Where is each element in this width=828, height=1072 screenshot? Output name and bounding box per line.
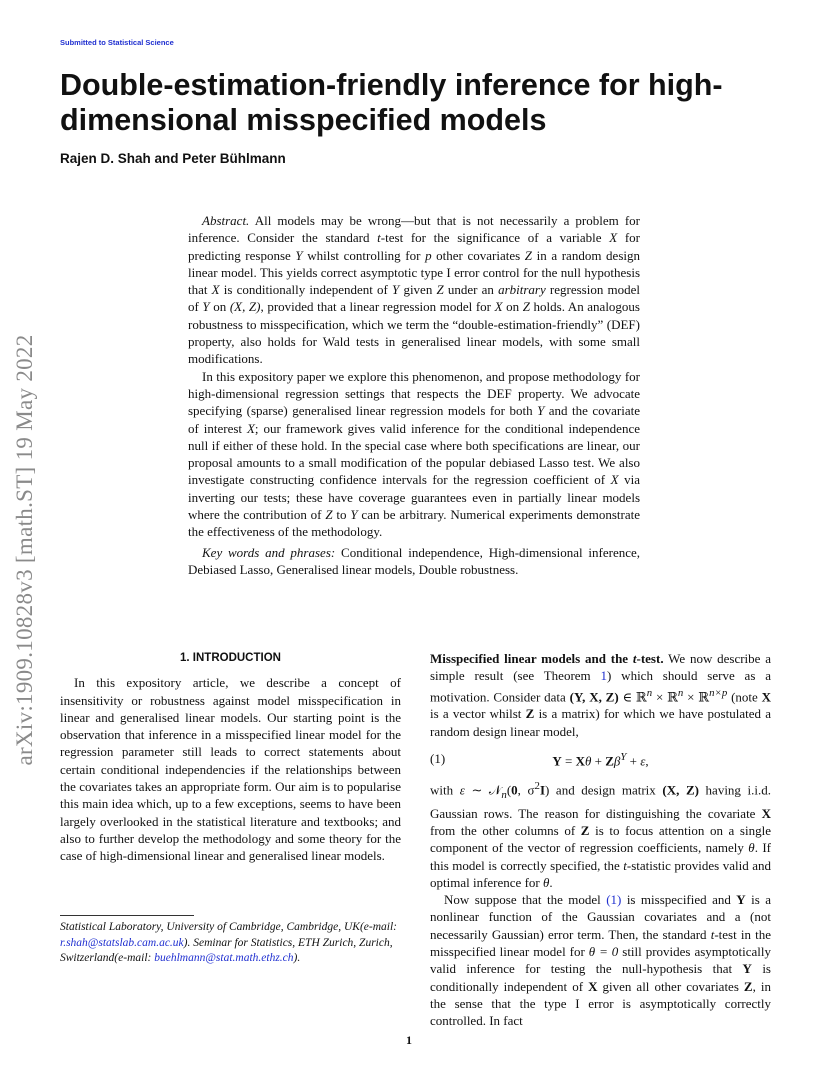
right-paragraph-3: Now suppose that the model (1) is misspecified and Y is a nonlinear function of the Gaussian covariates and a (not necessarily Gaussian) error term. Then, the standard t-test in the misspecified linear model for θ = 0 still provides asymptotically valid inference for testing the null-hypothesis that Y is conditionally independent of X given all other covariates Z, in the sense that the type I error is asymptotically correctly controlled. In fact <box>430 892 771 1029</box>
equation-1 <box>430 749 771 770</box>
equation-link[interactable]: (1) <box>606 892 622 908</box>
arxiv-identifier[interactable]: arXiv:1909.10828v3 [math.ST] 19 May 2022 <box>12 334 37 766</box>
abstract-paragraph-1: Abstract. All models may be wrong—but that is not necessarily a problem for inference. Consider the standard t-test for the significance of a variable X for predicting response Y whilst controlling for p other covariates Z in a random design linear model. This yields correct asymptotic type I error control for the null hypothesis that X is conditionally independent of Y given Z under an arbitrary regression model of Y on (X, Z), provided that a linear regression model for X on Z holds. An analogous robustness to misspecification, which we term the “double-estimation-friendly” (DEF) property, also holds for Wald tests in generalised linear models, with some small modifications. <box>188 213 641 367</box>
email-link-shah[interactable]: r.shah@statslab.cam.ac.uk <box>60 936 184 949</box>
abstract <box>188 212 640 578</box>
author-affiliation-footnote: Statistical Laboratory, University of Cambridge, Cambridge, UK(e-mail: r.shah@statslab.cam.ac.uk). Seminar for Statistics, ETH Zurich, Zurich, Switzerland(e-mail: buehlmann@stat.math.ethz.ch). <box>60 921 397 964</box>
equation-number: (1) <box>430 751 446 767</box>
abstract-paragraph-2: In this expository paper we explore this phenomenon, and propose methodology for high-dimensional regression settings that respects the DEF property. We advocate specifying (sparse) generalised linear regression models for both Y and the covariate of interest X; our framework gives valid inference for the conditional independence null if either of these hold. In the special case where both specifications are linear, our proposal amounts to a small modification of the popular debiased Lasso test. We also investigate constructing confidence intervals for the regression coefficient of X via inverting our tests; these have coverage guarantees even in partially linear models where the contribution of Z to Y can be arbitrary. Numerical experiments demonstrate the effectiveness of the methodology. <box>188 368 640 540</box>
arxiv-sidebar <box>1 334 49 766</box>
right-paragraph-2: with ε ∼ 𝒩$_n$(0, $\sigma^2I$) and design matrix (X, Z) having i.i.d. Gaussian rows. The reason for distinguishing the covariate X from the other columns of Z is to focus attention on a single component of the vector of regression coefficients, namely θ. If this model is correctly specified, the t-statistic provides valid and optimal inference for θ. <box>430 780 772 890</box>
left-column <box>60 650 401 865</box>
equation-body: $Y = X\theta + Z\beta^Y + \varepsilon$, <box>552 750 649 769</box>
footnote-divider <box>60 915 194 916</box>
page-number: 1 <box>406 1033 412 1047</box>
email-link-buhlmann[interactable]: buehlmann@stat.math.ethz.ch <box>154 952 294 964</box>
keywords: Key words and phrases: Conditional independence, High-dimensional inference, Debiased Lasso, Generalised linear models, Double robustness. <box>188 544 641 577</box>
section-heading-introduction: 1. INTRODUCTION <box>180 652 281 664</box>
intro-paragraph: In this expository article, we describe a concept of insensitivity or robustness against model misspecification in linear and generalised linear models. Our starting point is the observation that inference in a misspecified linear model for the regression parameter still leads to correct statements about certain conditional independencies if the relationships between the covariates takes an appropriate form. Our aim is to popularise this main idea which, up to a few exceptions, seems to have been largely overlooked in the statistical literature and textbooks; and also to further develop the methodology and some theory for the case of high-dimensional linear and generalised linear models. <box>60 675 401 864</box>
keywords-label: Key words and phrases: <box>202 544 336 560</box>
theorem-link[interactable]: 1 <box>600 668 608 684</box>
paper-title: Double-estimation-friendly inference for high-dimensional misspecified models <box>60 68 723 137</box>
right-paragraph-1: Misspecified linear models and the t-test. We now describe a simple result (see Theorem 1) which should serve as a motivation. Consider data (Y, X, Z) ∈ ℝ$^n$ × ℝ$^n$ × ℝ$^{n\times p}$ (note X is a vector whilst Z is a matrix) for which we have postulated a random design linear model, <box>430 651 772 739</box>
authors: Rajen D. Shah and Peter Bühlmann <box>60 151 286 166</box>
abstract-label: Abstract. <box>202 213 250 228</box>
paragraph-heading: Misspecified linear models and the t-test. <box>430 651 664 666</box>
right-column <box>430 650 771 1030</box>
journal-header[interactable]: Submitted to Statistical Science <box>60 38 174 47</box>
